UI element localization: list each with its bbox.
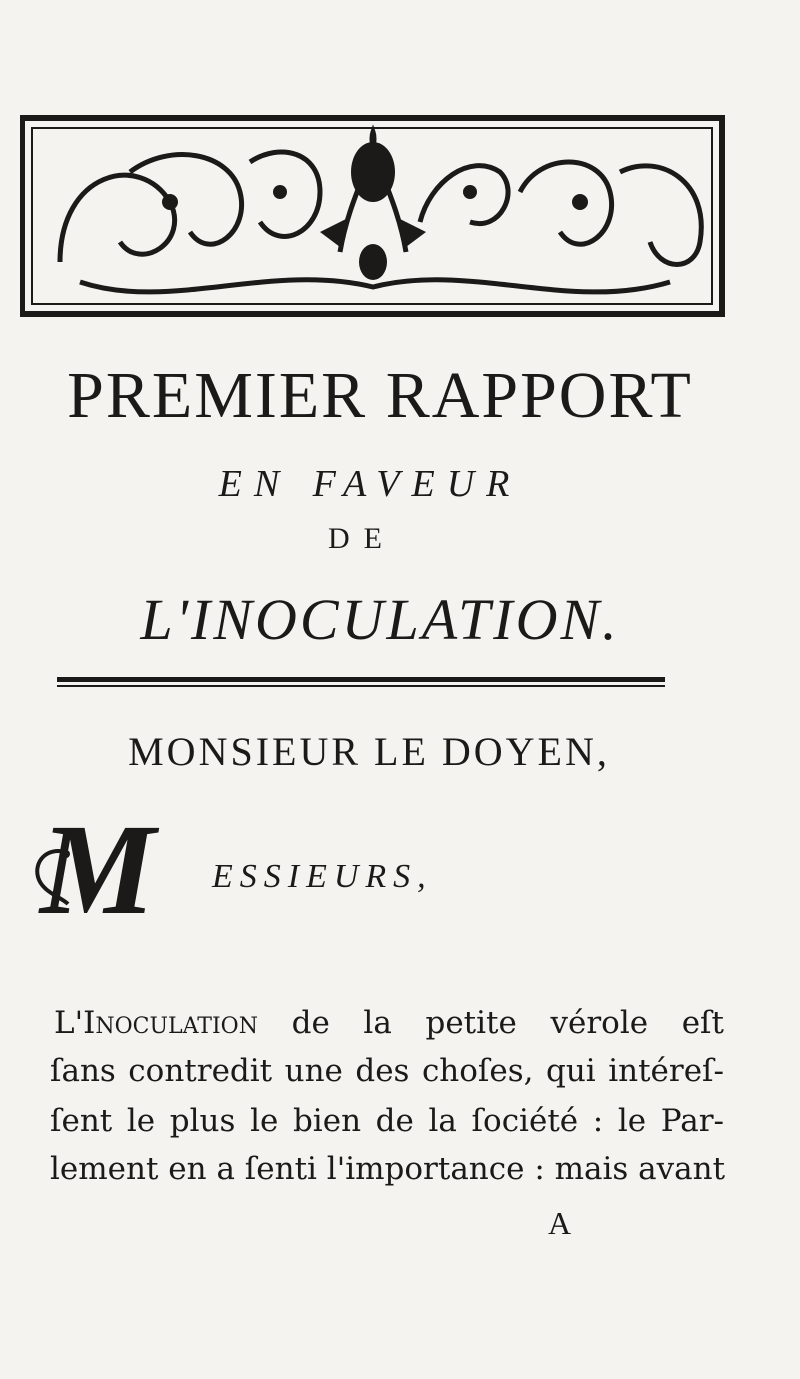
title-line-1: PREMIER RAPPORT: [67, 359, 693, 432]
opening-word: ESSIEURS,: [212, 858, 433, 895]
salutation: MONSIEUR LE DOYEN,: [128, 729, 610, 774]
double-rule-divider: [57, 677, 665, 689]
body-line-3: ſent le plus le bien de la ſociété : le Par-: [50, 1103, 724, 1139]
body-line-1: [54, 1005, 724, 1041]
catchword: A: [548, 1205, 572, 1241]
body-line-1-cap: L'Inoculation: [54, 1005, 258, 1041]
body-line-2: ſans contredit une des choſes, qui intéreſ-: [50, 1053, 724, 1089]
body-line-1-rest: de la petite vérole eſt: [257, 1005, 724, 1041]
ornamental-headpiece: [20, 112, 726, 322]
title-line-2: EN FAVEUR: [218, 463, 522, 505]
title-line-4: L'INOCULATION.: [140, 587, 620, 652]
body-line-4: lement en a ſenti l'importance : mais avant: [50, 1151, 726, 1187]
title-line-3: DE: [328, 522, 396, 555]
dropcap-letter: M: [40, 798, 156, 942]
